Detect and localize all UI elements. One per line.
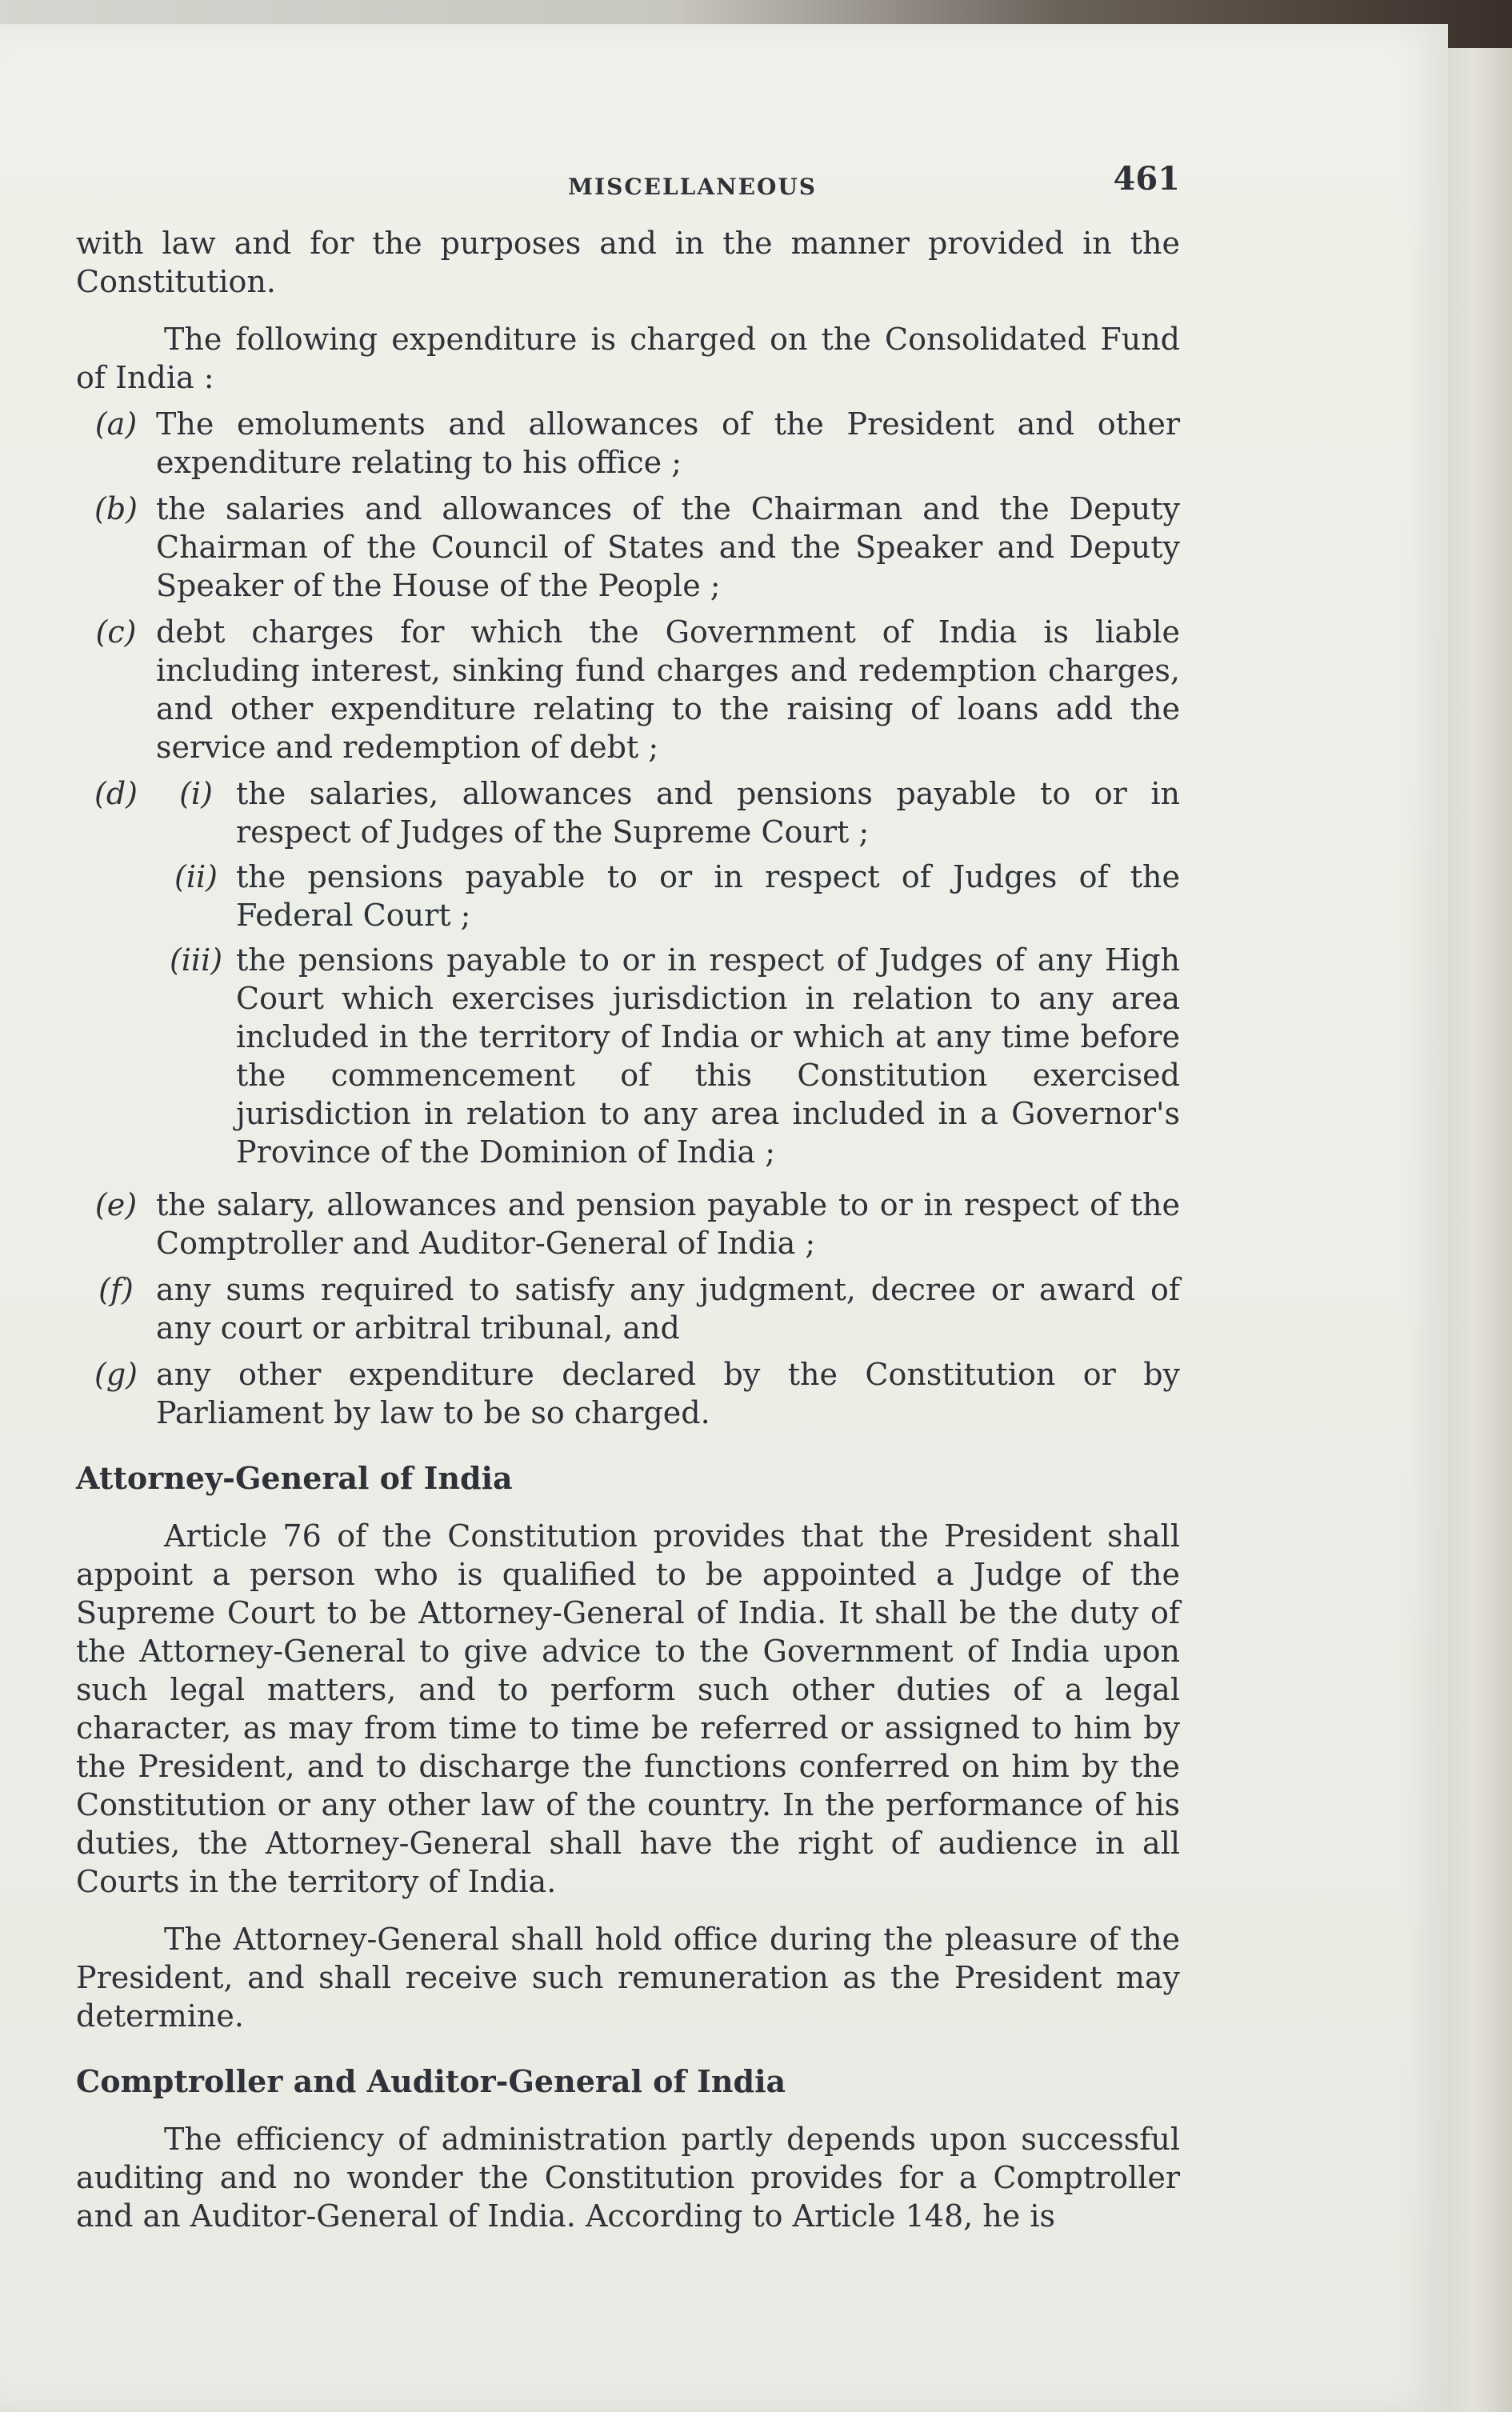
attorney-general-paragraph-1: Article 76 of the Constitution provides that the President shall appoint a person who is qualified to be appointed a Judge of the Supreme Court to be Attorney-General of India. It shall be the duty of the Attorney-General to give advice to the Government of India upon such legal matters, and to perform such other duties of a legal character, as may from time to time be referred or assigned to him by the President, and to discharge the functions conferred on him by the Constitution or any other law of the country. In the performance of his duties, the Attorney-General shall have the right of audience in all Courts in the territory of India. [76, 1518, 1180, 1899]
list-item [76, 1270, 1180, 1347]
item-label: (f) [98, 1272, 134, 1307]
item-label: (d) [94, 776, 138, 811]
intro-paragraph: The following expenditure is charged on the Consolidated Fund of India : [76, 322, 1180, 395]
list-item-d [76, 774, 1180, 1178]
list-item [76, 490, 1180, 605]
list-item [76, 1355, 1180, 1432]
item-label: (e) [94, 1187, 138, 1222]
sublist-item [156, 774, 1180, 851]
item-text: any other expenditure declared by the Constitution or by Parliament by law to be so charged. [156, 1357, 1180, 1430]
page-number: 461 [1113, 160, 1180, 198]
item-label: (c) [95, 614, 137, 650]
subitem-text: the pensions payable to or in respect of Judges of the Federal Court ; [236, 859, 1180, 933]
subitem-text: the pensions payable to or in respect of Judges of any High Court which exercises jurisdiction in relation to any area included in the territory of India or which at any time before the commencement of this Constitution exercised jurisdiction in relation to any area included in a Governor's Province of the Dominion of India ; [236, 942, 1180, 1170]
list-item [76, 1186, 1180, 1262]
subitem-label: (iii) [169, 942, 223, 978]
item-label: (g) [94, 1357, 138, 1392]
running-head [500, 160, 1180, 208]
comptroller-paragraph-1: The efficiency of administration partly depends upon successful auditing and no wonder the Constitution provides for a Comptroller and an Auditor-General of India. According to Article 148, he is [76, 2122, 1180, 2234]
subitem-label: (ii) [174, 859, 218, 894]
section-heading-attorney-general: Attorney-General of India [76, 1460, 513, 1496]
subitem-label: (i) [179, 776, 213, 811]
page-content [76, 160, 1180, 2235]
item-label: (b) [94, 491, 138, 526]
item-text: The emoluments and allowances of the President and other expenditure relating to his office ; [156, 406, 1180, 480]
list-item [76, 613, 1180, 766]
page-edge [1448, 48, 1512, 2412]
running-title: MISCELLANEOUS [568, 174, 818, 200]
book-page [0, 24, 1448, 2412]
sublist-item [156, 941, 1180, 1171]
item-label: (a) [94, 406, 138, 442]
list-item [76, 405, 1180, 482]
continuation-paragraph: with law and for the purposes and in the manner provided in the Constitution. [76, 226, 1180, 299]
item-text: any sums required to satisfy any judgment, decree or award of any court or arbitral tribunal, and [156, 1272, 1180, 1346]
attorney-general-paragraph-2: The Attorney-General shall hold office during the pleasure of the President, and shall receive such remuneration as the President may determine. [76, 1922, 1180, 2034]
expenditure-list [76, 405, 1180, 1432]
item-text: the salaries and allowances of the Chairman and the Deputy Chairman of the Council of States and the Speaker and Deputy Speaker of the House of the People ; [156, 491, 1180, 603]
item-text: the salary, allowances and pension payable to or in respect of the Comptroller and Auditor-General of India ; [156, 1187, 1180, 1261]
sublist-item [156, 858, 1180, 934]
subitem-text: the salaries, allowances and pensions payable to or in respect of Judges of the Supreme Court ; [236, 776, 1180, 850]
sublist [156, 774, 1180, 1178]
section-heading-comptroller: Comptroller and Auditor-General of India [76, 2063, 786, 2099]
item-text: debt charges for which the Government of India is liable including interest, sinking fund charges and redemption charges, and other expenditure relating to the raising of loans add the service and redemption of debt ; [156, 614, 1180, 765]
